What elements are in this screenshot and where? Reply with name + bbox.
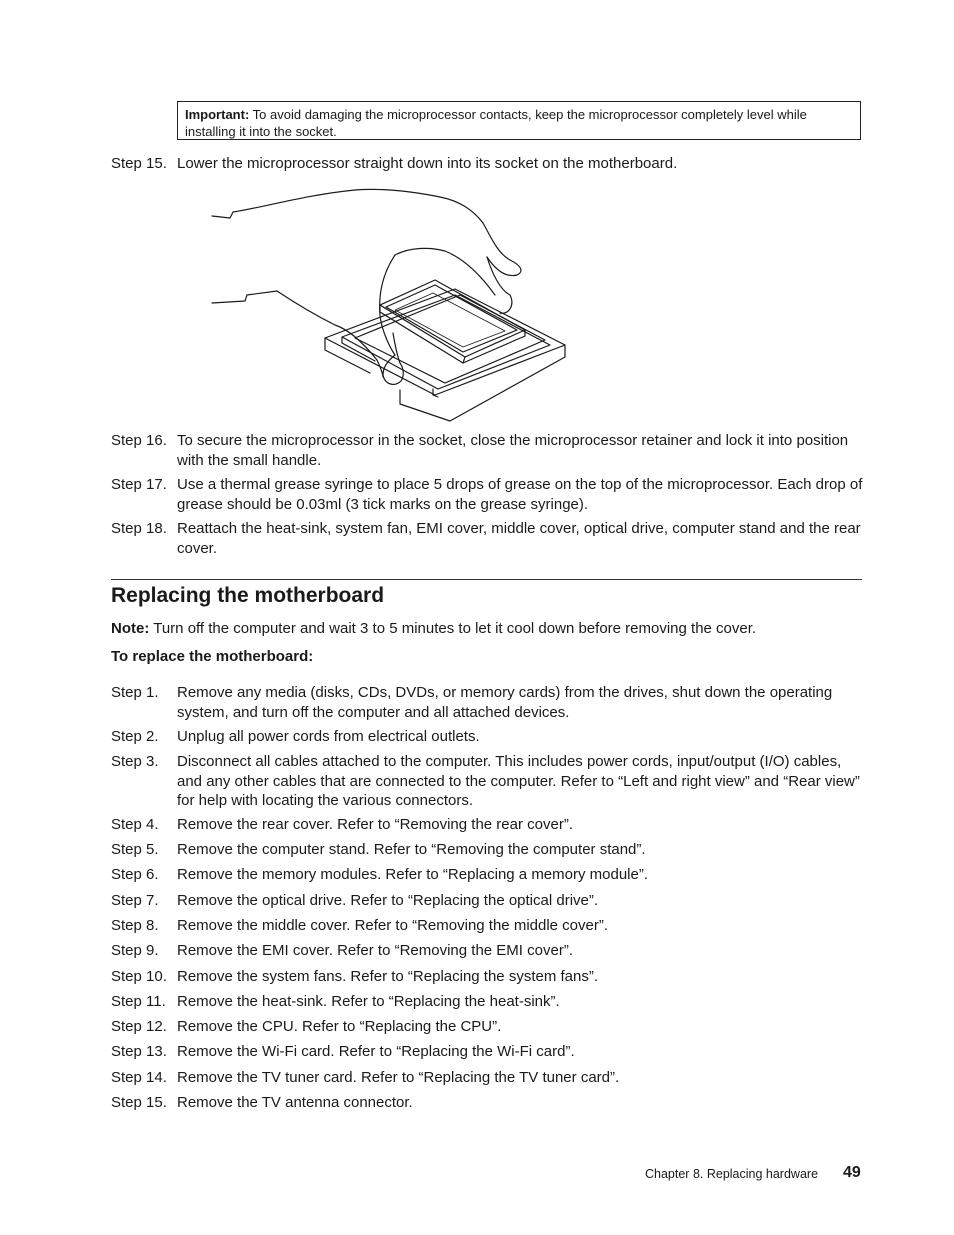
step-number: Step 15.: [111, 155, 167, 172]
step-number: Step 3.: [111, 753, 159, 770]
step-text: Remove the rear cover. Refer to “Removing the rear cover”.: [177, 816, 573, 833]
step-text: Remove the memory modules. Refer to “Replacing a memory module”.: [177, 866, 649, 883]
step-text: Disconnect all cables attached to the computer. This includes power cords, input/output (I/O) cables, and any other cables that are connected to the computer. Refer to “Left and right view” and “Rear view” for help with locating the various connectors.: [177, 753, 860, 809]
step-text: Remove the optical drive. Refer to “Replacing the optical drive”.: [177, 892, 599, 909]
step-number: Step 1.: [111, 684, 159, 701]
step-text: Unplug all power cords from electrical outlets.: [177, 728, 480, 745]
step-text: To secure the microprocessor in the socket, close the microprocessor retainer and lock it into position with the small handle.: [177, 432, 849, 469]
step-text: Remove the computer stand. Refer to “Removing the computer stand”.: [177, 841, 646, 858]
step-number: Step 17.: [111, 476, 167, 493]
step-text: Reattach the heat-sink, system fan, EMI cover, middle cover, optical drive, computer stand and the rear cover.: [177, 520, 861, 557]
footer-chapter: Chapter 8. Replacing hardware: [645, 1167, 819, 1181]
step-text: Use a thermal grease syringe to place 5 drops of grease on the top of the microprocessor. Each drop of grease should be 0.03ml (3 tick marks on the grease syringe).: [177, 476, 863, 513]
step-text: Remove any media (disks, CDs, DVDs, or memory cards) from the drives, shut down the operating system, and turn off the computer and all attached devices.: [177, 684, 833, 721]
step-number: Step 10.: [111, 968, 167, 985]
step-number: Step 12.: [111, 1018, 167, 1035]
step-text: Remove the system fans. Refer to “Replacing the system fans”.: [177, 968, 599, 985]
step-number: Step 15.: [111, 1094, 167, 1111]
step-number: Step 18.: [111, 520, 167, 537]
note: [111, 619, 756, 638]
note-text: Turn off the computer and wait 3 to 5 minutes to let it cool down before removing the cover.: [153, 620, 757, 637]
important-callout: [177, 101, 861, 140]
step-number: Step 16.: [111, 432, 167, 449]
step-number: Step 5.: [111, 841, 159, 858]
step-number: Step 11.: [111, 993, 166, 1010]
procedure-heading: To replace the motherboard:: [111, 648, 314, 665]
step-number: Step 4.: [111, 816, 159, 833]
step-text: Remove the EMI cover. Refer to “Removing the EMI cover”.: [177, 942, 573, 959]
step-text: Remove the TV tuner card. Refer to “Replacing the TV tuner card”.: [177, 1069, 620, 1086]
step-text: Remove the heat-sink. Refer to “Replacing the heat-sink”.: [177, 993, 560, 1010]
note-label: Note:: [111, 620, 150, 637]
important-text: To avoid damaging the microprocessor contacts, keep the microprocessor completely level while installing it into the socket.: [185, 107, 807, 139]
section-divider: [111, 579, 862, 580]
step-number: Step 7.: [111, 892, 159, 909]
page-number: 49: [843, 1164, 861, 1181]
step-number: Step 8.: [111, 917, 159, 934]
cpu-installation-illustration: [205, 185, 575, 425]
step-number: Step 14.: [111, 1069, 167, 1086]
step-number: Step 6.: [111, 866, 159, 883]
important-label: Important:: [185, 107, 250, 122]
step-text: Remove the middle cover. Refer to “Removing the middle cover”.: [177, 917, 609, 934]
step-number: Step 9.: [111, 942, 159, 959]
step-text: Remove the CPU. Refer to “Replacing the CPU”.: [177, 1018, 502, 1035]
step-number: Step 2.: [111, 728, 159, 745]
step-text: Remove the Wi-Fi card. Refer to “Replacing the Wi-Fi card”.: [177, 1043, 575, 1060]
step-text: Lower the microprocessor straight down into its socket on the motherboard.: [177, 155, 678, 172]
section-title: Replacing the motherboard: [111, 584, 385, 607]
step-number: Step 13.: [111, 1043, 167, 1060]
step-text: Remove the TV antenna connector.: [177, 1094, 413, 1111]
